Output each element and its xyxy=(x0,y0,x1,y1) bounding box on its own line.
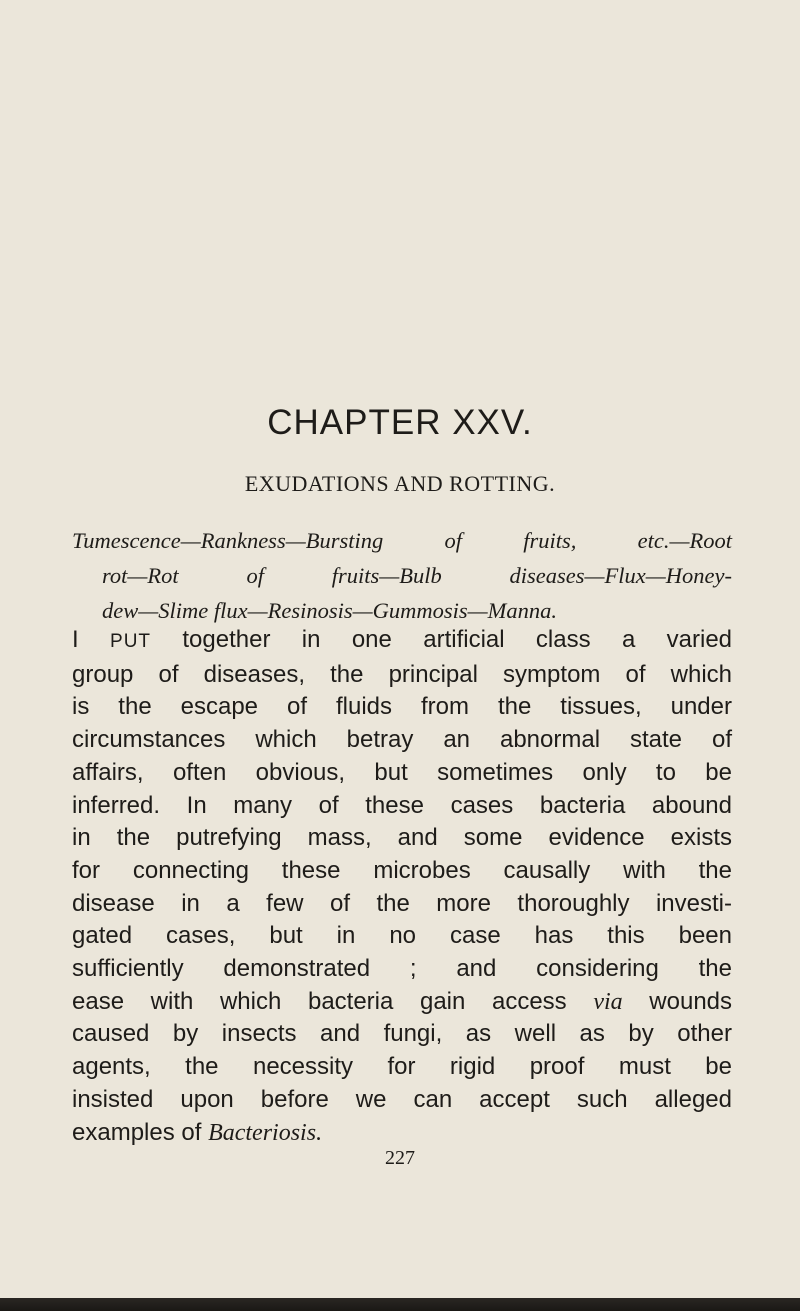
body-line: sufficiently demonstrated ; and considering the xyxy=(72,955,732,983)
page-number: 227 xyxy=(385,1147,415,1169)
small-caps-word: PUT xyxy=(110,631,152,652)
chapter-title: EXUDATIONS AND ROTTING. xyxy=(244,471,556,496)
body-line-text: together in one artificial class a varied xyxy=(182,626,733,653)
body-line: circumstances which betray an abnormal state of xyxy=(72,726,732,754)
body-line: inferred. In many of these cases bacteria abound xyxy=(72,791,732,819)
chapter-synopsis xyxy=(72,523,732,628)
body-line: caused by insects and fungi, as well as by other xyxy=(72,1020,732,1048)
body-line-text: wounds xyxy=(649,987,733,1015)
body-line: is the escape of fluids from the tissues, under xyxy=(72,693,732,721)
body-line: agents, the necessity for rigid proof must be xyxy=(72,1053,732,1081)
synopsis-line: Tumescence—Rankness—Bursting of fruits, etc.—Root xyxy=(72,528,732,553)
page-bottom-edge xyxy=(0,1298,800,1311)
body-line-text: ease with which bacteria gain access xyxy=(72,987,567,1015)
body-line xyxy=(72,624,732,659)
drop-letter: I xyxy=(72,626,79,653)
italic-term: via xyxy=(593,988,623,1015)
body-line xyxy=(72,986,732,1019)
body-line: gated cases, but in no case has this been xyxy=(72,922,732,950)
body-line: in the putrefying mass, and some evidence exists xyxy=(72,824,732,852)
body-line: group of diseases, the principal symptom of which xyxy=(72,660,732,688)
italic-term: Bacteriosis. xyxy=(208,1119,323,1146)
body-line: affairs, often obvious, but sometimes only to be xyxy=(72,758,732,786)
synopsis-line: dew—Slime flux—Resinosis—Gummosis—Manna. xyxy=(102,598,557,623)
body-paragraph xyxy=(72,624,732,1149)
body-line: insisted upon before we can accept such alleged xyxy=(72,1085,732,1113)
body-line: disease in a few of the more thoroughly investi- xyxy=(72,889,732,917)
body-line-text: examples of xyxy=(72,1118,202,1146)
body-line xyxy=(72,1117,732,1150)
synopsis-line: rot—Rot of fruits—Bulb diseases—Flux—Honey- xyxy=(102,563,732,588)
chapter-heading: CHAPTER XXV. xyxy=(267,403,533,442)
body-line: for connecting these microbes causally with the xyxy=(72,856,732,884)
